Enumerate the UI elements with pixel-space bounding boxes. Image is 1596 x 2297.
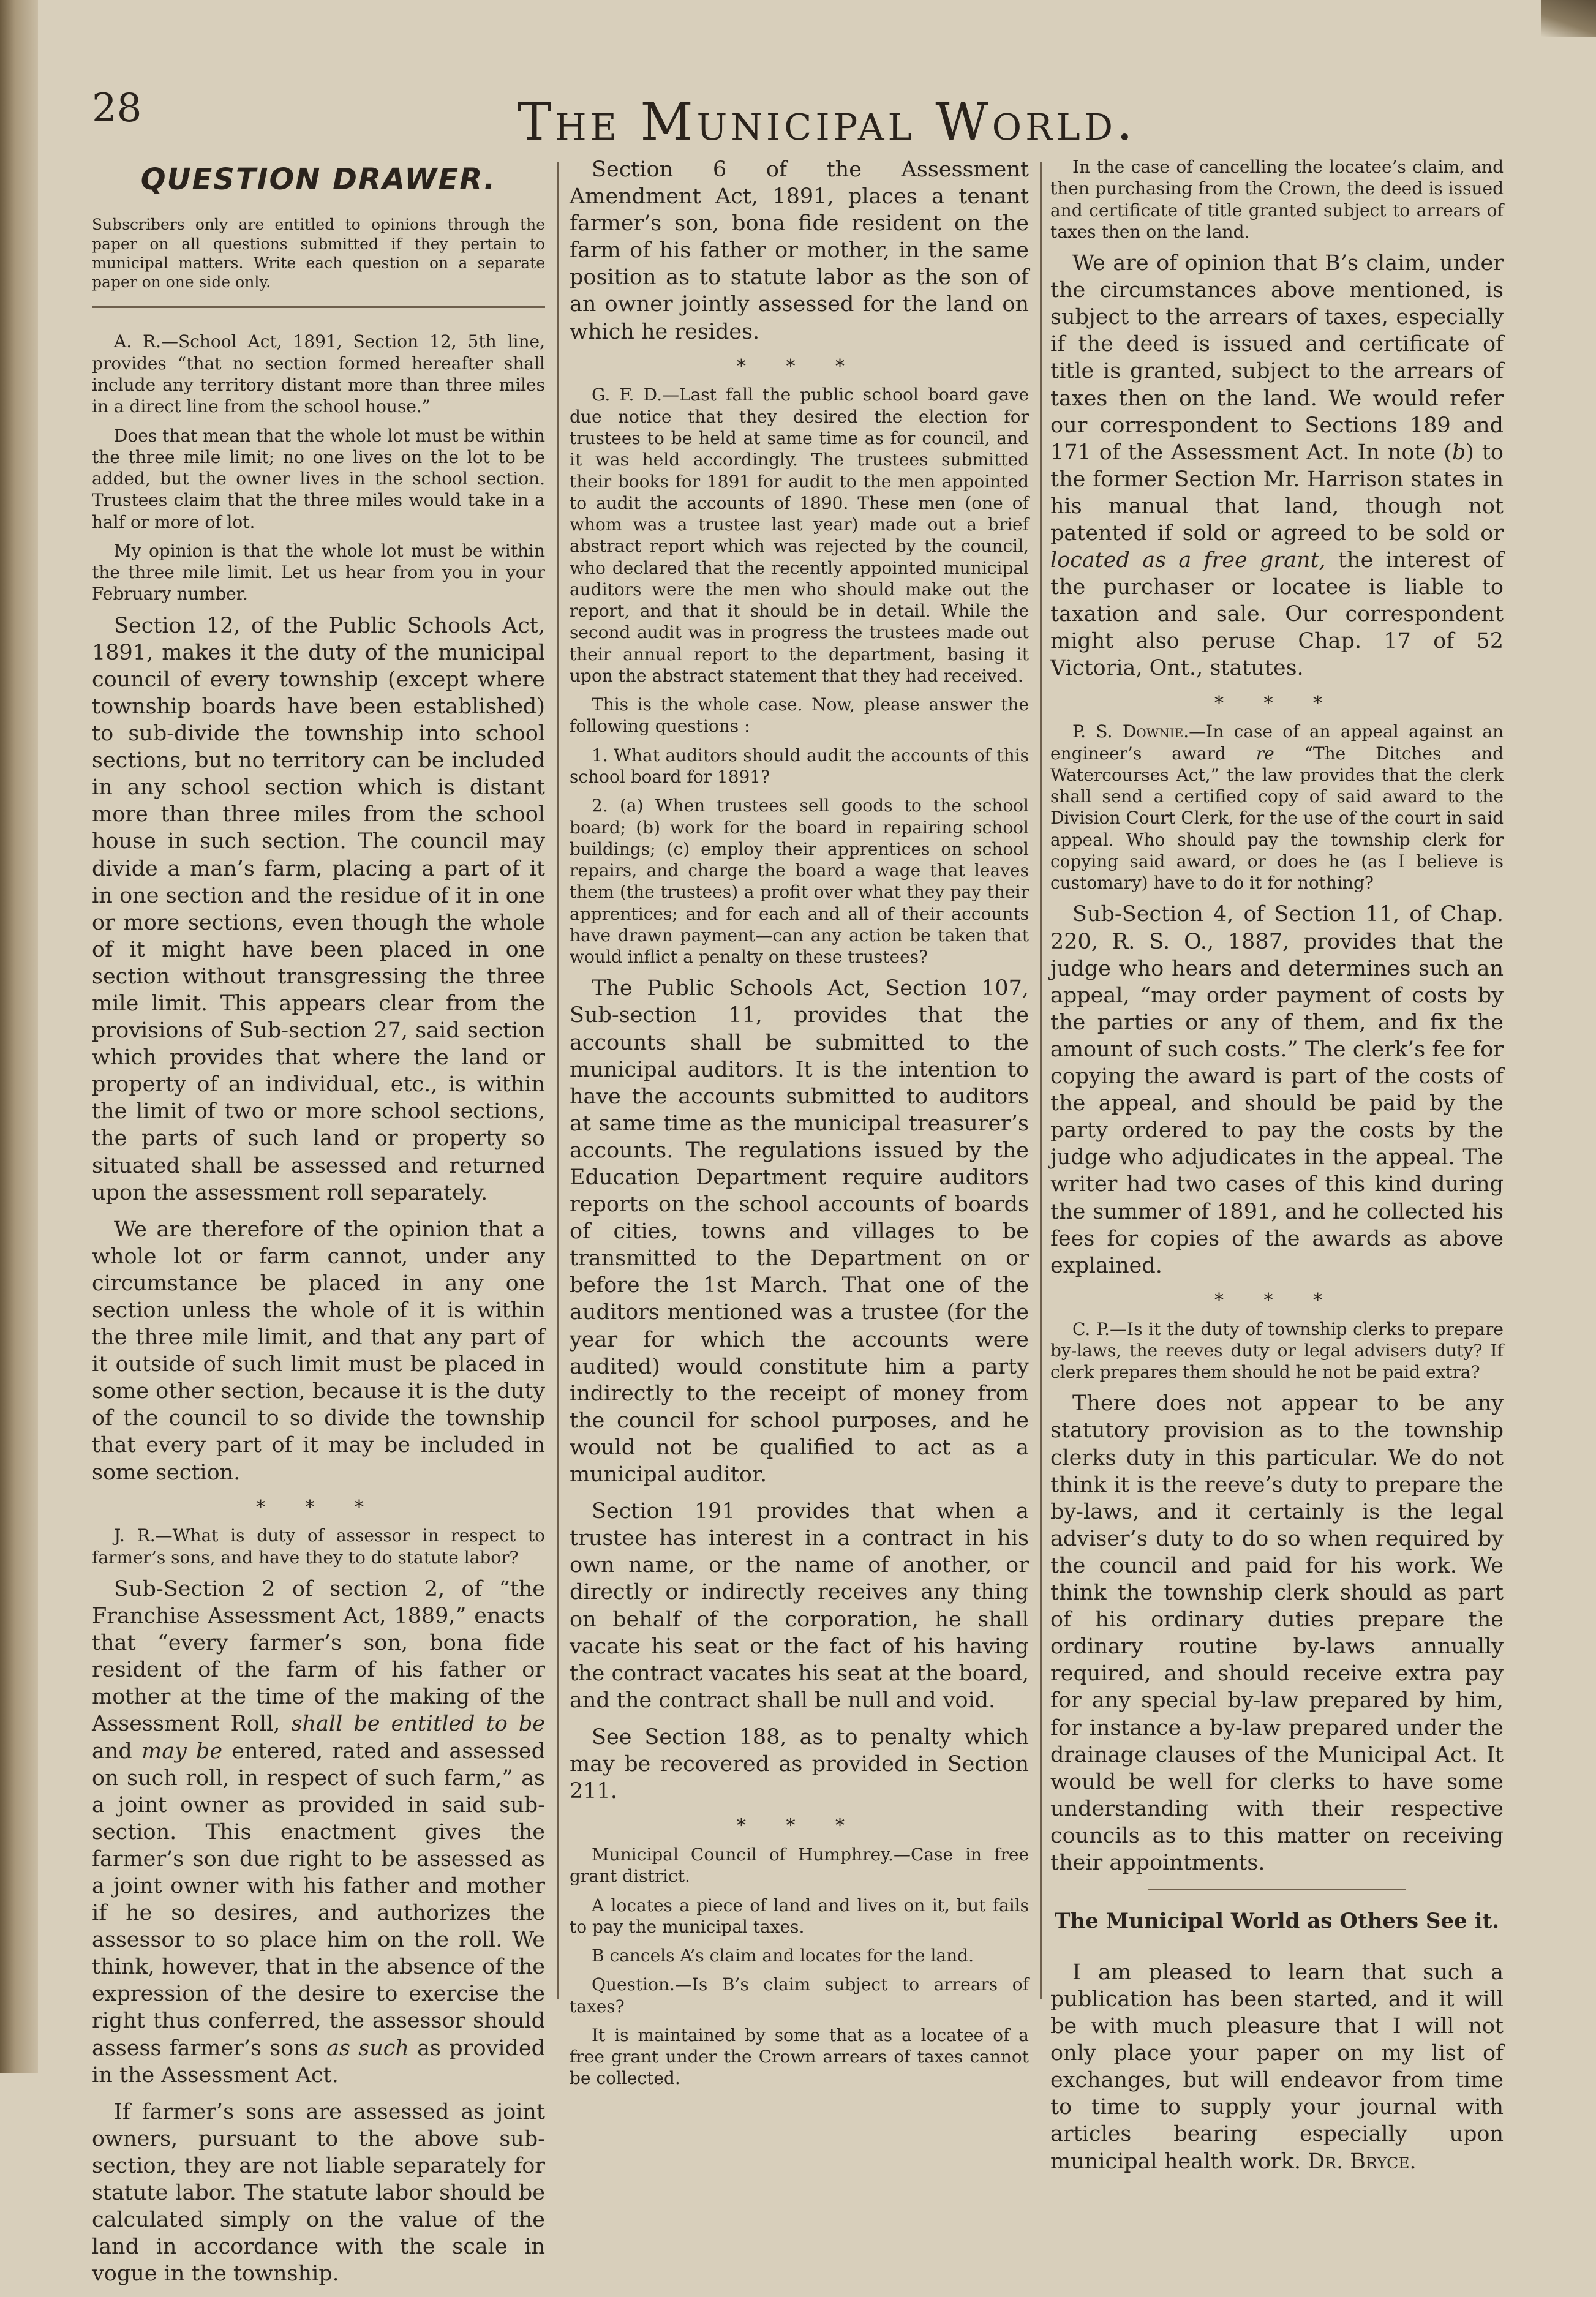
section-separator: * * * xyxy=(1214,1289,1340,1311)
answer-ar-2: We are therefore of the opinion that a whole lot or farm cannot, under any circumstance be placed in any one section unless the whole of it is within the three mile limit, and that any part of it outside of such limit must be placed in some other section, because it is the duty of the council to so divide the township that every part of it may be included in some section. xyxy=(92,1217,545,1485)
others-see-it-text: I am pleased to learn that such a publication has been started, and it will be with much pleasure that I will not only place your paper on my list of exchanges, but will endeavor from time to time to supply your journal with articles bearing especially upon municipal health work. Dr. Bryce. xyxy=(1050,1960,1504,2174)
column-rule-2 xyxy=(1040,162,1042,1999)
query-humphrey-1: Municipal Council of Humphrey.—Case in free grant district. xyxy=(570,1844,1029,1887)
answer-jr-2: If farmer’s sons are assessed as joint owners, pursuant to the above sub-section, they are not liable separately for statute labor. The statute labor should be calculated simply on the value of the land in accordance with the scale in vogue in the township. xyxy=(92,2099,545,2287)
answer-downie: Sub-Section 4, of Section 11, of Chap. 220, R. S. O., 1887, provides that the judge who hears and determines such an appeal, “may order payment of costs by the parties or any of them, and fix the amount of such costs.” The clerk’s fee for copying the award is part of the costs of the appeal, and should be paid by the party ordered to pay the costs by the judge who adjudicates in the appeal. The writer had two cases of this kind during the summer of 1891, and he collected his fees for copies of the awards as above explained. xyxy=(1050,902,1504,1278)
section-separator: * * * xyxy=(736,355,862,377)
column-3 xyxy=(1050,156,1504,2185)
answer-ar-1: Section 12, of the Public Schools Act, 1891, makes it the duty of the municipal council of every township (except where township boards have been established) to sub-divide the township into school sections, but no territory can be included in any school section which is distant more than three miles from the school house in such section. The council may divide a man’s farm, placing a part of it in one section and the residue of it in one or more sections, even though the whole of it might have been placed in one section without transgressing the three mile limit. This appears clear from the provisions of Sub-section 27, said section which provides that where the land or property of an individual, etc., is within the limit of two or more school sections, the parts of such land or property so situated shall be assessed and returned upon the assessment roll separately. xyxy=(92,613,545,1205)
query-gfd-3: 1. What auditors should audit the accounts of this school board for 1891? xyxy=(570,745,1029,787)
query-ar-3: My opinion is that the whole lot must be within the three mile limit. Let us hear from you in your February number. xyxy=(92,540,545,604)
book-binding-edge xyxy=(0,0,38,2073)
query-humphrey-4: Question.—Is B’s claim subject to arrears of taxes? xyxy=(570,1974,1029,2017)
others-see-it-heading: The Municipal World as Others See it. xyxy=(1055,1909,1499,1934)
answer-gfd-1: The Public Schools Act, Section 107, Sub-section 11, provides that the accounts shall be submitted to the municipal auditors. It is the intention to have the accounts submitted to auditors at same time as the municipal treasurer’s accounts. The regulations issued by the Education Department require auditors reports on the school accounts of boards of cities, towns and villages to be transmitted to the Department on or before the 1st March. That one of the auditors mentioned was a trustee (for the year for which the accounts were audited) would constitute him a party indirectly to the receipt of money from the council for school purposes, and he would not be qualified to act as a municipal auditor. xyxy=(570,976,1029,1487)
question-drawer-heading: QUESTION DRAWER. xyxy=(140,162,497,197)
query-humphrey-3: B cancels A’s claim and locates for the land. xyxy=(592,1945,974,1966)
query-gfd-1: G. F. D.—Last fall the public school board gave due notice that they desired the election for trustees to be held at same time as for council, and it was held accordingly. The trustees submitted their books for 1891 for audit to the men appointed to audit the accounts of 1890. These men (one of whom was a trustee last year) made out a brief abstract report which was rejected by the council, who declared that the recently appointed municipal auditors were the men who should make out the report, and that it should be in detail. While the second audit was in progress the trustees made out their annual report to the department, basing it upon the abstract statement that they had received. xyxy=(570,385,1029,686)
section-separator: * * * xyxy=(255,1496,382,1518)
query-humphrey-6: In the case of cancelling the locatee’s claim, and then purchasing from the Crown, the deed is issued and certificate of title granted subject to arrears of taxes then on the land. xyxy=(1050,157,1504,242)
section-separator: * * * xyxy=(1214,692,1340,714)
answer-humphrey: We are of opinion that B’s claim, under the circumstances above mentioned, is subject to the arrears of taxes, especially if the deed is issued and certificate of title is granted, subject to the arrears of taxes then on the land. We would refer our correspondent to Sections 189 and 171 of the Assessment Act. In note (b) to the former Section Mr. Harrison states in his manual that land, though not patented if sold or agreed to be sold or located as a free grant, the interest of the purchaser or locatee is liable to taxation and sale. Our correspondent might also peruse Chap. 17 of 52 Victoria, Ont., statutes. xyxy=(1050,251,1504,681)
column-1 xyxy=(92,156,545,2297)
query-ar-1: A. R.—School Act, 1891, Section 12, 5th line, provides “that no section formed hereafter shall include any territory distant more than three miles in a direct line from the school house.” xyxy=(92,331,545,417)
answer-gfd-2: Section 191 provides that when a trustee has interest in a contract in his own name, or the name of another, or directly or indirectly receives any thing on behalf of the corporation, he shall vacate his seat or the fact of his having the contract vacates his seat at the board, and the contract shall be null and void. xyxy=(570,1499,1029,1713)
page-number: 28 xyxy=(92,86,142,131)
query-downie: P. S. Downie.—In case of an appeal against an engineer’s award re “The Ditches and Watercourses Act,” the law provides that the clerk shall send a certified copy of said award to the Division Court Clerk, for the use of the court in said appeal. Who should pay the township clerk for copying said award, or does he (as I believe is customary) have to do it for nothing? xyxy=(1050,721,1504,893)
answer-gfd-3: See Section 188, as to penalty which may be recovered as provided in Section 211. xyxy=(570,1724,1029,1804)
masthead-title: The Municipal World. xyxy=(517,92,1137,152)
query-jr: J. R.—What is duty of assessor in respect to farmer’s sons, and have they to do statute labor? xyxy=(92,1525,545,1568)
heading-divider xyxy=(92,306,545,312)
query-gfd-2: This is the whole case. Now, please answer the following questions : xyxy=(570,694,1029,737)
answer-jr-1: Sub-Section 2 of section 2, of “the Franchise Assessment Act, 1889,” enacts that “every farmer’s son, bona fide resident of the farm of his father or mother at the time of the making of the Assessment Roll, shall be entitled to be and may be entered, rated and assessed on such roll, in respect of such farm,” as a joint owner as provided in said sub-section. This enactment gives the farmer’s son due right to be assessed as a joint owner with his father and mother if he so desires, and authorizes the assessor to so place him on the roll. We think, however, that in the absence of the expression of the desire to exercise the right thus conferred, the assessor should assess farmer’s sons as such as provided in the Assessment Act. xyxy=(92,1576,545,2088)
query-humphrey-2: A locates a piece of land and lives on it, but fails to pay the municipal taxes. xyxy=(570,1895,1029,1937)
page-corner-shadow xyxy=(1541,0,1596,37)
column-rule-1 xyxy=(557,162,559,1999)
query-cp: C. P.—Is it the duty of township clerks to prepare by-laws, the reeves duty or legal advisers duty? If clerk prepares them should he not be paid extra? xyxy=(1050,1318,1504,1383)
query-humphrey-5: It is maintained by some that as a locatee of a free grant under the Crown arrears of taxes cannot be collected. xyxy=(570,2024,1029,2089)
query-ar-2: Does that mean that the whole lot must be within the three mile limit; no one lives on the lot to be added, but the owner lives in the school section. Trustees claim that the three miles would take in a half or more of lot. xyxy=(92,425,545,532)
query-gfd-4: 2. (a) When trustees sell goods to the school board; (b) work for the board in repairing school buildings; (c) employ their apprentices on school repairs, and charge the board a wage that leaves them (the trustees) a profit over what they pay their apprentices; and for each and all of their accounts have drawn payment—can any action be taken that would inflict a penalty on these trustees? xyxy=(570,795,1029,968)
signature: Dr. Bryce. xyxy=(1308,2149,1417,2174)
column-2 xyxy=(570,156,1029,2097)
answer-jr-3: Section 6 of the Assessment Amendment Act, 1891, places a tenant farmer’s son, bona fide resident on the farm of his father or mother, in the same position as to statute labor as the son of an owner jointly assessed for the land on which he resides. xyxy=(570,157,1029,344)
answer-cp: There does not appear to be any statutory provision as to the township clerks duty in this particular. We do not think it is the reeve’s duty to prepare the by-laws, and it certainly is the legal adviser’s duty to do so when required by the council and paid for his work. We think the township clerk should as part of his ordinary duties prepare the ordinary routine by-laws annually required, and should receive extra pay for any special by-law prepared by him, for instance a by-law prepared under the drainage clauses of the Municipal Act. It would be well for clerks to have some understanding with their respective councils as to this matter on receiving their appointments. xyxy=(1050,1391,1504,1875)
short-divider xyxy=(1148,1889,1406,1890)
subscribers-note: Subscribers only are entitled to opinions through the paper on all questions submitted if they pertain to municipal matters. Write each question on a separate paper on one side only. xyxy=(92,216,545,291)
section-separator: * * * xyxy=(736,1815,862,1837)
